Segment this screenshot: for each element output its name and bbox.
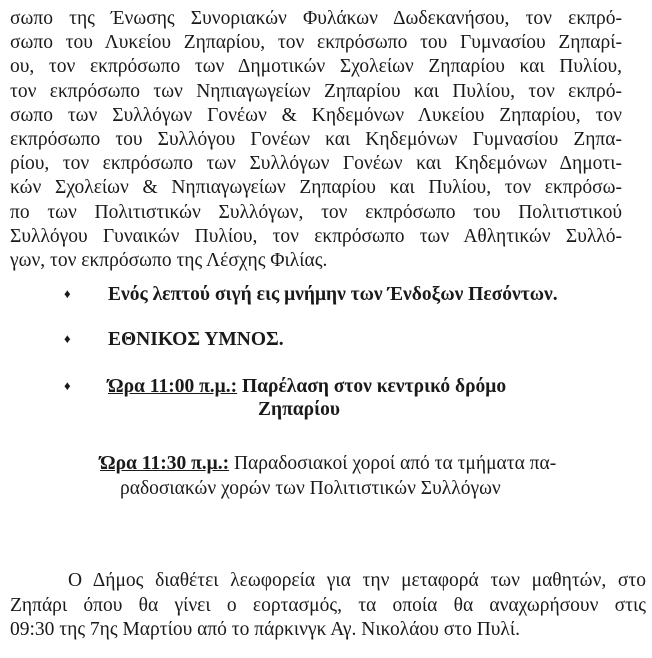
paragraph-line: κών Σχολείων & Νηπιαγωγείων Ζηπαρίου και Πυλίου, τον εκπρόσω- (10, 177, 622, 199)
bullet-text: Ενός λεπτού σιγή εις μνήμην των Ένδοξων Πεσόντων. (108, 284, 558, 305)
paragraph-line: πο των Πολιτιστικών Συλλόγων, τον εκπρόσωπο του Πολιτιστικού (10, 201, 622, 223)
transport-paragraph (10, 569, 646, 643)
paragraph-line: τον εκπρόσωπο των Νηπιαγωγείων Ζηπαρίου και Πυλίου, τον εκπρό- (10, 80, 622, 102)
dances-time: Ώρα 11:30 π.μ.: (100, 453, 230, 474)
dances-text: Παραδοσιακοί χοροί από τα τμήματα πα- (229, 453, 557, 474)
bullet-item-anthem (64, 327, 284, 352)
paragraph-line: Συλλόγου Γυναικών Πυλίου, τον εκπρόσωπο των Αθλητικών Συλλό- (10, 225, 622, 247)
bullet-text: ΕΘΝΙΚΟΣ ΥΜΝΟΣ. (108, 329, 284, 350)
diamond-bullet-icon: ♦ (64, 286, 71, 301)
paragraph-line: σωπο των Συλλόγων Γονέων & Κηδεμόνων Λυκείου Ζηπαρίου, τον (10, 104, 622, 126)
bullet-item-parade (64, 374, 506, 399)
paragraph-line: Ζηπάρι όπου θα γίνει ο εορτασμός, τα οποία θα αναχωρήσουν στις (10, 594, 646, 616)
paragraph-line: 09:30 της 7ης Μαρτίου από το πάρκινγκ Αγ. Νικολάου στο Πυλί. (10, 619, 521, 640)
schedule-line (100, 452, 618, 477)
diamond-bullet-icon: ♦ (64, 378, 71, 393)
schedule-line: ραδοσιακών χορών των Πολιτιστικών Συλλόγων (120, 477, 501, 499)
paragraph-line: ρίου, τον εκπρόσωπο των Συλλόγων Γονέων και Κηδεμόνων Δημοτι- (10, 153, 622, 175)
parade-text: Παρέλαση στον κεντρικό δρόμο (237, 376, 507, 397)
dances-schedule (100, 452, 618, 501)
bullet-item-silence (64, 282, 558, 307)
paragraph-line: εκπρόσωπο του Συλλόγου Γονέων και Κηδεμόνων Γυμνασίου Ζηπα- (10, 129, 622, 151)
paragraph-line: Ο Δήμος διαθέτει λεωφορεία για την μεταφορά των μαθητών, στο (68, 570, 646, 591)
parade-text-continuation: Ζηπαρίου (258, 399, 340, 420)
diamond-bullet-icon: ♦ (64, 331, 71, 346)
participants-paragraph (10, 7, 622, 273)
paragraph-line: γων, τον εκπρόσωπο της Λέσχης Φιλίας. (10, 250, 328, 272)
paragraph-line: σωπο του Λυκείου Ζηπαρίου, τον εκπρόσωπο του Γυμνασίου Ζηπαρί- (10, 32, 622, 54)
paragraph-line: ου, τον εκπρόσωπο των Δημοτικών Σχολείων Ζηπαρίου και Πυλίου, (10, 56, 622, 78)
paragraph-line: σωπο της Ένωσης Συνοριακών Φυλάκων Δωδεκανήσου, τον εκπρό- (10, 8, 622, 29)
parade-time: Ώρα 11:00 π.μ.: (108, 376, 238, 397)
